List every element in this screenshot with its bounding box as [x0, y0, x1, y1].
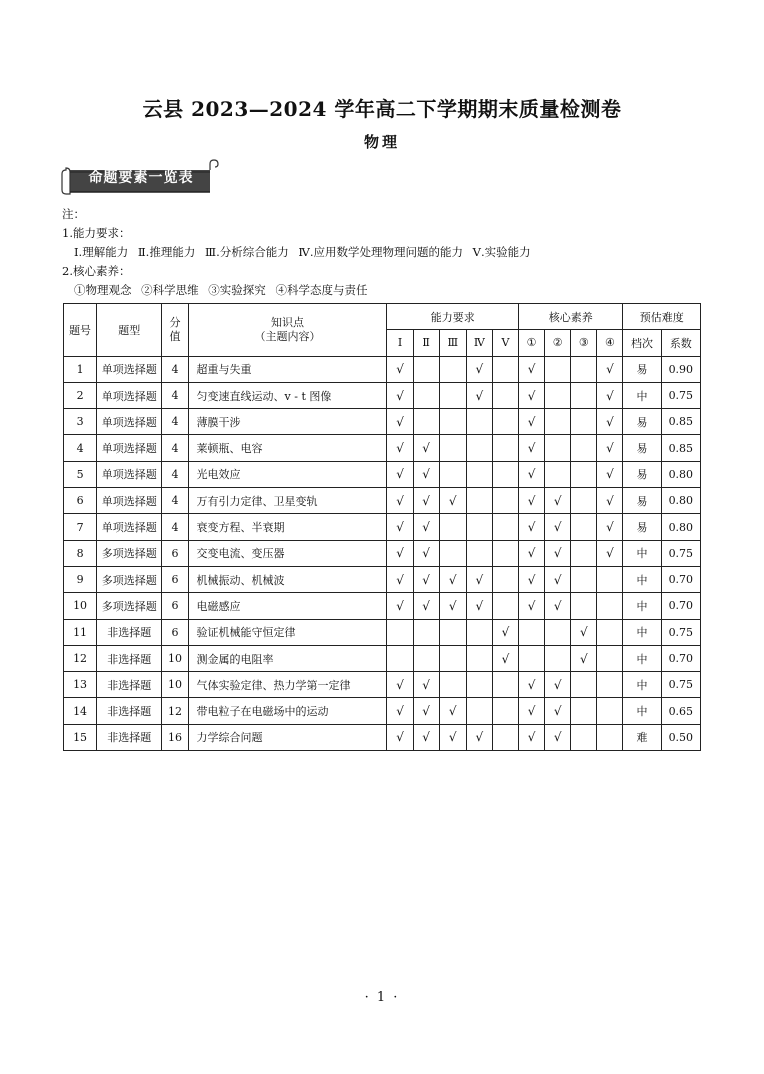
cell-ability-3 — [439, 619, 466, 645]
cell-type: 单项选择题 — [97, 435, 162, 461]
cell-type: 非选择题 — [97, 724, 162, 750]
cell-no: 11 — [64, 619, 97, 645]
cell-level: 易 — [623, 409, 661, 435]
cell-core-4 — [597, 566, 623, 592]
cell-core-2 — [545, 461, 571, 487]
cell-ability-2 — [413, 409, 439, 435]
header-topic-line2: （主题内容） — [254, 329, 321, 343]
cell-ability-1: √ — [387, 724, 413, 750]
cell-ability-5 — [492, 593, 518, 619]
cell-type: 单项选择题 — [97, 382, 162, 408]
cell-score: 12 — [162, 698, 188, 724]
cell-ability-5 — [492, 566, 518, 592]
cell-no: 6 — [64, 488, 97, 514]
cell-topic: 力学综合问题 — [188, 724, 387, 750]
table-row — [64, 619, 701, 645]
cell-ability-5 — [492, 461, 518, 487]
cell-core-4: √ — [597, 409, 623, 435]
cell-level: 易 — [623, 356, 661, 382]
cell-type: 多项选择题 — [97, 566, 162, 592]
cell-core-4 — [597, 593, 623, 619]
cell-ability-4 — [466, 698, 492, 724]
cell-coef: 0.90 — [661, 356, 700, 382]
cell-level: 中 — [623, 672, 661, 698]
cell-ability-5 — [492, 540, 518, 566]
cell-core-3 — [571, 672, 597, 698]
cell-core-2: √ — [545, 593, 571, 619]
cell-no: 9 — [64, 566, 97, 592]
cell-ability-1: √ — [387, 566, 413, 592]
cell-core-2 — [545, 435, 571, 461]
cell-ability-5: √ — [492, 645, 518, 671]
cell-ability-2: √ — [413, 514, 439, 540]
banner-label: 命题要素一览表 — [88, 170, 194, 186]
cell-coef: 0.50 — [661, 724, 700, 750]
table-row — [64, 488, 701, 514]
cell-type: 单项选择题 — [97, 461, 162, 487]
cell-coef: 0.75 — [661, 672, 700, 698]
cell-coef: 0.75 — [661, 619, 700, 645]
cell-topic: 机械振动、机械波 — [188, 566, 387, 592]
cell-core-4: √ — [597, 382, 623, 408]
header-type: 题型 — [97, 304, 162, 357]
table-row — [64, 724, 701, 750]
table-row — [64, 435, 701, 461]
cell-core-4: √ — [597, 435, 623, 461]
cell-no: 1 — [64, 356, 97, 382]
cell-ability-1: √ — [387, 698, 413, 724]
header-score — [162, 304, 188, 357]
cell-type: 非选择题 — [97, 645, 162, 671]
cell-score: 10 — [162, 672, 188, 698]
cell-ability-3: √ — [439, 566, 466, 592]
cell-type: 多项选择题 — [97, 593, 162, 619]
cell-ability-1 — [387, 619, 413, 645]
table-row — [64, 356, 701, 382]
cell-core-3 — [571, 698, 597, 724]
header-core-4: ④ — [597, 330, 623, 356]
cell-topic: 万有引力定律、卫星变轨 — [188, 488, 387, 514]
cell-core-2: √ — [545, 540, 571, 566]
cell-ability-5 — [492, 672, 518, 698]
document-title: 云县 2023—2024 学年高二下学期期末质量检测卷 — [142, 97, 622, 121]
header-ability-3: Ⅲ — [439, 330, 466, 356]
cell-core-3 — [571, 540, 597, 566]
cell-ability-3 — [439, 540, 466, 566]
cell-core-1: √ — [519, 593, 545, 619]
cell-score: 6 — [162, 566, 188, 592]
cell-topic: 验证机械能守恒定律 — [188, 619, 387, 645]
cell-ability-2: √ — [413, 540, 439, 566]
cell-core-1: √ — [519, 514, 545, 540]
cell-ability-3 — [439, 382, 466, 408]
cell-ability-4: √ — [466, 356, 492, 382]
cell-core-3 — [571, 435, 597, 461]
page-number: · 1 · — [364, 990, 400, 1005]
cell-core-3 — [571, 593, 597, 619]
cell-ability-5 — [492, 382, 518, 408]
cell-ability-3 — [439, 356, 466, 382]
cell-core-4 — [597, 724, 623, 750]
cell-core-1: √ — [519, 566, 545, 592]
cell-no: 12 — [64, 645, 97, 671]
cell-core-4: √ — [597, 514, 623, 540]
header-ability: 能力要求 — [387, 304, 519, 330]
cell-type: 单项选择题 — [97, 514, 162, 540]
cell-ability-2: √ — [413, 724, 439, 750]
header-difficulty: 预估难度 — [623, 304, 701, 330]
header-topic-line1: 知识点 — [271, 315, 304, 329]
cell-core-2 — [545, 619, 571, 645]
header-ability-5: Ⅴ — [492, 330, 518, 356]
cell-type: 单项选择题 — [97, 409, 162, 435]
cell-ability-2: √ — [413, 488, 439, 514]
cell-topic: 薄膜干涉 — [188, 409, 387, 435]
cell-ability-1: √ — [387, 672, 413, 698]
cell-level: 中 — [623, 593, 661, 619]
cell-core-4: √ — [597, 461, 623, 487]
cell-ability-3 — [439, 672, 466, 698]
cell-level: 中 — [623, 645, 661, 671]
cell-coef: 0.70 — [661, 645, 700, 671]
cell-level: 中 — [623, 619, 661, 645]
cell-core-2: √ — [545, 566, 571, 592]
cell-no: 3 — [64, 409, 97, 435]
cell-coef: 0.85 — [661, 435, 700, 461]
cell-ability-5 — [492, 409, 518, 435]
cell-coef: 0.85 — [661, 409, 700, 435]
cell-core-3 — [571, 409, 597, 435]
header-ability-2: Ⅱ — [413, 330, 439, 356]
cell-core-3 — [571, 488, 597, 514]
cell-score: 4 — [162, 382, 188, 408]
cell-coef: 0.75 — [661, 540, 700, 566]
section-banner — [60, 158, 220, 196]
table-row — [64, 540, 701, 566]
cell-no: 14 — [64, 698, 97, 724]
core-title: 2.核心素养： — [62, 264, 131, 278]
notes-block — [62, 205, 712, 300]
cell-ability-1: √ — [387, 514, 413, 540]
cell-ability-2 — [413, 356, 439, 382]
header-core-2: ② — [545, 330, 571, 356]
cell-ability-5 — [492, 724, 518, 750]
table-row — [64, 698, 701, 724]
cell-topic: 测金属的电阻率 — [188, 645, 387, 671]
cell-ability-3 — [439, 514, 466, 540]
table-body — [64, 356, 701, 750]
cell-coef: 0.80 — [661, 514, 700, 540]
cell-coef: 0.80 — [661, 488, 700, 514]
cell-score: 10 — [162, 645, 188, 671]
cell-level: 中 — [623, 382, 661, 408]
cell-coef: 0.70 — [661, 566, 700, 592]
cell-no: 15 — [64, 724, 97, 750]
cell-ability-1: √ — [387, 461, 413, 487]
table-row — [64, 645, 701, 671]
cell-core-4: √ — [597, 488, 623, 514]
cell-no: 2 — [64, 382, 97, 408]
cell-topic: 衰变方程、半衰期 — [188, 514, 387, 540]
cell-ability-4: √ — [466, 724, 492, 750]
ability-title: 1.能力要求： — [62, 226, 131, 240]
cell-core-4 — [597, 672, 623, 698]
cell-type: 单项选择题 — [97, 356, 162, 382]
cell-level: 中 — [623, 698, 661, 724]
header-topic — [188, 304, 387, 357]
cell-topic: 气体实验定律、热力学第一定律 — [188, 672, 387, 698]
cell-core-3: √ — [571, 645, 597, 671]
cell-coef: 0.80 — [661, 461, 700, 487]
cell-score: 6 — [162, 540, 188, 566]
cell-level: 易 — [623, 514, 661, 540]
table-row — [64, 409, 701, 435]
header-no: 题号 — [64, 304, 97, 357]
cell-ability-3 — [439, 435, 466, 461]
cell-ability-5 — [492, 356, 518, 382]
cell-ability-5: √ — [492, 619, 518, 645]
cell-core-1 — [519, 645, 545, 671]
cell-topic: 超重与失重 — [188, 356, 387, 382]
header-score-line2: 值 — [169, 329, 181, 343]
cell-core-2 — [545, 382, 571, 408]
cell-topic: 交变电流、变压器 — [188, 540, 387, 566]
header-score-line1: 分 — [169, 315, 181, 329]
cell-ability-3: √ — [439, 488, 466, 514]
cell-ability-4 — [466, 461, 492, 487]
header-ability-1: Ⅰ — [387, 330, 413, 356]
cell-ability-3 — [439, 409, 466, 435]
cell-core-2: √ — [545, 488, 571, 514]
cell-ability-2: √ — [413, 593, 439, 619]
table-row — [64, 593, 701, 619]
cell-no: 4 — [64, 435, 97, 461]
cell-ability-2 — [413, 645, 439, 671]
cell-core-1: √ — [519, 382, 545, 408]
table-row — [64, 514, 701, 540]
cell-core-1 — [519, 619, 545, 645]
cell-no: 5 — [64, 461, 97, 487]
cell-ability-3: √ — [439, 593, 466, 619]
cell-type: 多项选择题 — [97, 540, 162, 566]
cell-score: 16 — [162, 724, 188, 750]
cell-level: 易 — [623, 488, 661, 514]
cell-ability-4 — [466, 435, 492, 461]
cell-score: 4 — [162, 409, 188, 435]
cell-core-3: √ — [571, 619, 597, 645]
cell-core-3 — [571, 382, 597, 408]
cell-ability-4: √ — [466, 382, 492, 408]
cell-core-2: √ — [545, 514, 571, 540]
cell-topic: 电磁感应 — [188, 593, 387, 619]
cell-core-1: √ — [519, 461, 545, 487]
cell-core-4: √ — [597, 356, 623, 382]
cell-level: 中 — [623, 540, 661, 566]
cell-ability-1 — [387, 645, 413, 671]
cell-ability-3 — [439, 461, 466, 487]
cell-ability-4 — [466, 645, 492, 671]
notes-head: 注： — [62, 207, 85, 221]
header-core-3: ③ — [571, 330, 597, 356]
cell-core-3 — [571, 356, 597, 382]
cell-coef: 0.70 — [661, 593, 700, 619]
cell-core-2 — [545, 356, 571, 382]
cell-ability-2: √ — [413, 461, 439, 487]
header-ability-4: Ⅳ — [466, 330, 492, 356]
cell-core-3 — [571, 566, 597, 592]
table-row — [64, 382, 701, 408]
cell-level: 易 — [623, 461, 661, 487]
cell-score: 4 — [162, 435, 188, 461]
cell-coef: 0.75 — [661, 382, 700, 408]
cell-score: 6 — [162, 593, 188, 619]
header-coef: 系数 — [661, 330, 700, 356]
cell-ability-4 — [466, 672, 492, 698]
cell-ability-1: √ — [387, 356, 413, 382]
header-level: 档次 — [623, 330, 661, 356]
subject-title: 物理 — [363, 133, 400, 151]
cell-ability-3: √ — [439, 724, 466, 750]
cell-core-3 — [571, 514, 597, 540]
cell-no: 8 — [64, 540, 97, 566]
cell-core-4: √ — [597, 540, 623, 566]
cell-core-3 — [571, 724, 597, 750]
cell-ability-4: √ — [466, 593, 492, 619]
cell-type: 单项选择题 — [97, 488, 162, 514]
cell-core-1: √ — [519, 540, 545, 566]
table-row — [64, 461, 701, 487]
cell-ability-3: √ — [439, 698, 466, 724]
cell-core-4 — [597, 698, 623, 724]
cell-coef: 0.65 — [661, 698, 700, 724]
cell-ability-1: √ — [387, 409, 413, 435]
cell-ability-2: √ — [413, 672, 439, 698]
table-row — [64, 672, 701, 698]
cell-ability-5 — [492, 514, 518, 540]
header-core: 核心素养 — [519, 304, 623, 330]
cell-ability-1: √ — [387, 540, 413, 566]
cell-core-1: √ — [519, 672, 545, 698]
cell-core-1: √ — [519, 409, 545, 435]
cell-core-2: √ — [545, 724, 571, 750]
cell-core-1: √ — [519, 698, 545, 724]
cell-core-2 — [545, 645, 571, 671]
cell-core-4 — [597, 645, 623, 671]
cell-core-3 — [571, 461, 597, 487]
core-items: ①物理观念 ②科学思维 ③实验探究 ④科学态度与责任 — [74, 283, 368, 297]
cell-score: 4 — [162, 488, 188, 514]
cell-score: 4 — [162, 356, 188, 382]
cell-level: 难 — [623, 724, 661, 750]
cell-ability-2: √ — [413, 566, 439, 592]
cell-ability-5 — [492, 435, 518, 461]
cell-core-1: √ — [519, 356, 545, 382]
cell-ability-4 — [466, 514, 492, 540]
cell-ability-2: √ — [413, 698, 439, 724]
cell-topic: 光电效应 — [188, 461, 387, 487]
cell-topic: 带电粒子在电磁场中的运动 — [188, 698, 387, 724]
cell-ability-1: √ — [387, 593, 413, 619]
cell-ability-2 — [413, 619, 439, 645]
cell-ability-4: √ — [466, 566, 492, 592]
cell-core-2 — [545, 409, 571, 435]
cell-core-2: √ — [545, 698, 571, 724]
elements-table — [63, 303, 701, 751]
cell-ability-4 — [466, 619, 492, 645]
cell-topic: 莱顿瓶、电容 — [188, 435, 387, 461]
cell-type: 非选择题 — [97, 672, 162, 698]
cell-no: 13 — [64, 672, 97, 698]
cell-ability-2 — [413, 382, 439, 408]
cell-ability-3 — [439, 645, 466, 671]
cell-no: 10 — [64, 593, 97, 619]
cell-score: 4 — [162, 514, 188, 540]
cell-core-1: √ — [519, 488, 545, 514]
cell-ability-5 — [492, 488, 518, 514]
header-core-1: ① — [519, 330, 545, 356]
cell-ability-1: √ — [387, 382, 413, 408]
cell-core-4 — [597, 619, 623, 645]
cell-ability-1: √ — [387, 488, 413, 514]
cell-ability-2: √ — [413, 435, 439, 461]
cell-level: 中 — [623, 566, 661, 592]
cell-type: 非选择题 — [97, 698, 162, 724]
cell-type: 非选择题 — [97, 619, 162, 645]
cell-topic: 匀变速直线运动、v - t 图像 — [188, 382, 387, 408]
cell-score: 4 — [162, 461, 188, 487]
ability-items: Ⅰ.理解能力 Ⅱ.推理能力 Ⅲ.分析综合能力 Ⅳ.应用数学处理物理问题的能力 Ⅴ.实验能力 — [74, 245, 531, 259]
cell-no: 7 — [64, 514, 97, 540]
cell-ability-4 — [466, 488, 492, 514]
table-row — [64, 566, 701, 592]
cell-level: 易 — [623, 435, 661, 461]
cell-core-1: √ — [519, 724, 545, 750]
cell-ability-4 — [466, 540, 492, 566]
cell-score: 6 — [162, 619, 188, 645]
cell-core-2: √ — [545, 672, 571, 698]
cell-core-1: √ — [519, 435, 545, 461]
cell-ability-4 — [466, 409, 492, 435]
cell-ability-1: √ — [387, 435, 413, 461]
cell-ability-5 — [492, 698, 518, 724]
